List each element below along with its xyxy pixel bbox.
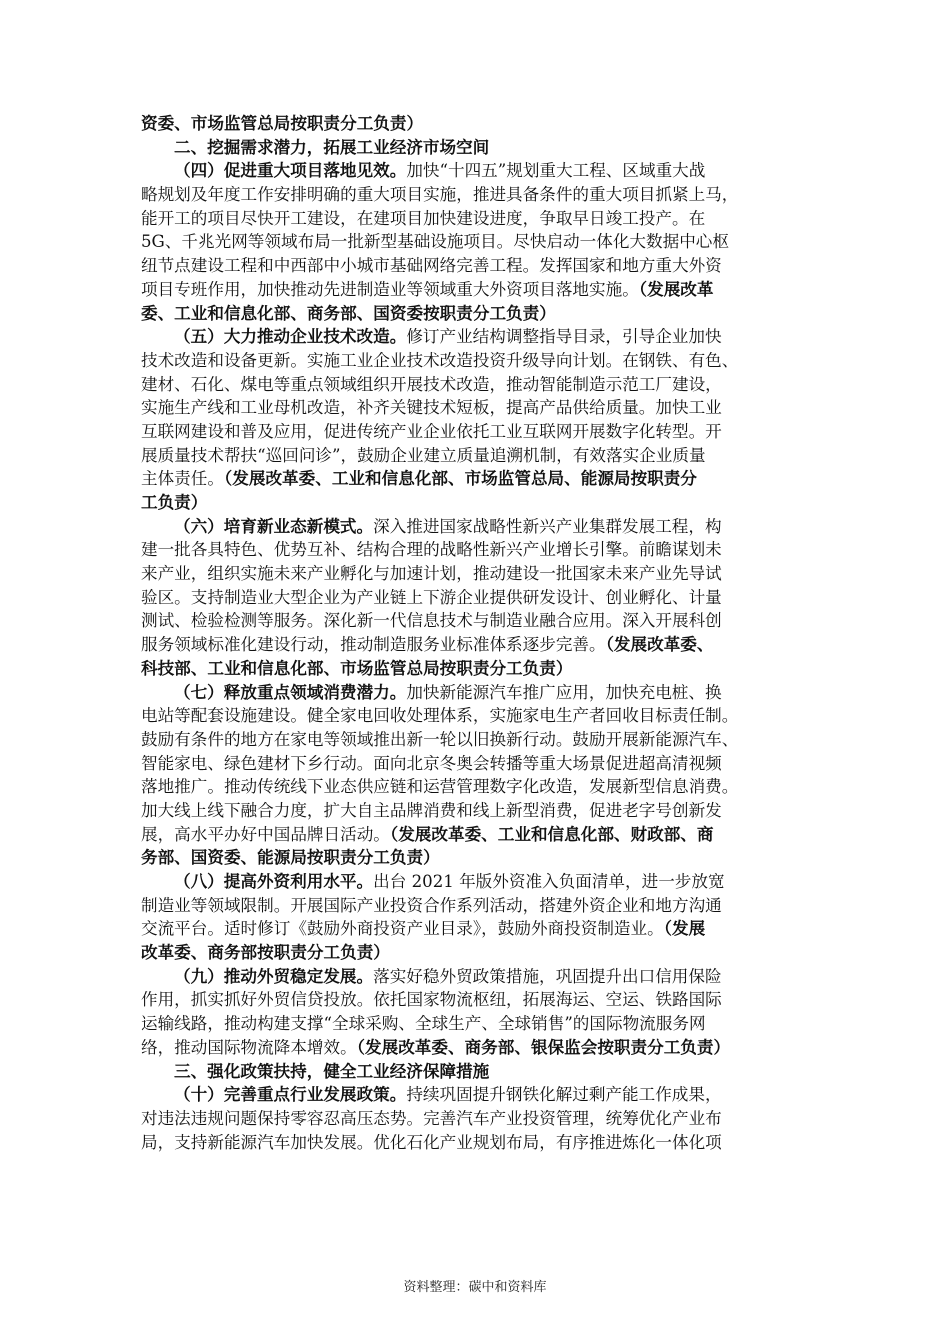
text-line (141, 823, 809, 847)
text-line (141, 349, 809, 373)
text-line (141, 538, 809, 562)
text-run: 局，支持新能源汽车加快发展。优化石化产业规划布局，有序推进炼化一体化项 (141, 1132, 722, 1152)
text-run: 技术改造和设备更新。实施工业企业技术改造投资升级导向计划。在钢铁、有色、 (141, 350, 739, 370)
text-line (141, 112, 809, 136)
text-run: 加快新能源汽车推广应用，加快充电桩、换 (406, 682, 722, 702)
bold-text: （四）促进重大项目落地见效。 (174, 160, 407, 181)
text-run: 来产业，组织实施未来产业孵化与加速计划，推动建设一批国家未来产业先导试 (141, 564, 722, 584)
text-line (141, 396, 809, 420)
text-line (141, 775, 809, 799)
text-line (141, 704, 809, 728)
bold-text: （九）推动外贸稳定发展。 (174, 965, 374, 986)
text-run: 持续巩固提升钢铁化解过剩产能工作成果， (406, 1085, 722, 1105)
text-line (141, 183, 809, 207)
text-run: 作用，抓实抓好外贸信贷投放。依托国家物流枢纽，拓展海运、空运、铁路国际 (141, 990, 722, 1010)
text-line (141, 799, 809, 823)
text-line (141, 562, 809, 586)
text-run: 交流平台。适时修订《鼓励外商投资产业目录》，鼓励外商投资制造业。 (141, 919, 664, 939)
bold-text: 科技部、工业和信息化部、市场监管总局按职责分工负责） (141, 657, 573, 678)
bold-text: 三、强化政策扶持，健全工业经济保障措施 (174, 1060, 490, 1081)
text-line (141, 1107, 809, 1131)
section-heading (141, 1060, 809, 1084)
text-line (141, 1036, 809, 1060)
text-line (141, 609, 809, 633)
bold-text: 资委、市场监管总局按职责分工负责） (141, 113, 424, 133)
bold-text: （发展改革 (638, 278, 714, 299)
text-run: 略规划及年度工作安排明确的重大项目实施，推进具备条件的重大项目抓紧上马， (141, 185, 739, 205)
text-line (141, 491, 809, 515)
bold-text: 工负责） (141, 492, 208, 512)
text-run: 能开工的项目尽快开工建设，在建项目加快建设进度，争取早日竣工投产。在 (141, 208, 706, 228)
text-line (141, 1012, 809, 1036)
text-run: 出台 2021 年版外资准入负面清单，进一步放宽 (373, 872, 725, 891)
bold-text: （八）提高外资利用水平。 (174, 871, 374, 891)
text-run: 展质量技术帮扶“巡回问诊”，鼓励企业建立质量追溯机制，有效落实企业质量 (141, 445, 706, 465)
page-footer: 资料整理：碳中和资料库 (403, 1280, 547, 1295)
text-line (141, 254, 809, 278)
text-line (141, 207, 809, 231)
text-run: 服务领域标准化建设行动，推动制造服务业标准体系逐步完善。 (141, 635, 606, 655)
text-run: 运输线路，推动构建支撑“全球采购、全球生产、全球销售”的国际物流服务网 (141, 1014, 706, 1034)
text-run: 深入推进国家战略性新兴产业集群发展工程，构 (373, 516, 722, 536)
text-line (141, 586, 809, 610)
text-line (141, 444, 809, 468)
text-line (141, 1131, 809, 1155)
text-line (141, 230, 809, 254)
document-page (141, 112, 809, 1154)
text-line (141, 633, 809, 657)
text-line (141, 325, 809, 349)
text-run: 项目专班作用，加快推动先进制造业等领域重大外资项目落地实施。 (141, 279, 639, 299)
text-run: 5G、千兆光网等领域布局一批新型基础设施项目。尽快启动一体化大数据中心枢 (141, 232, 729, 252)
text-line (141, 657, 809, 681)
text-line (141, 752, 809, 776)
text-line (141, 515, 809, 539)
text-line (141, 988, 809, 1012)
text-run: 鼓励有条件的地方在家电等领域推出新一轮以旧换新行动。鼓励开展新能源汽车、 (141, 729, 739, 749)
text-run: 修订产业结构调整指导目录，引导企业加快 (406, 327, 722, 347)
bold-text: （发展 (663, 918, 706, 939)
text-run: 验区。支持制造业大型企业为产业链上下游企业提供研发设计、创业孵化、计量 (141, 587, 722, 607)
text-run: 加大线上线下融合力度，扩大自主品牌消费和线上新型消费，促进老字号创新发 (141, 800, 722, 820)
bold-text: （六）培育新业态新模式。 (174, 515, 374, 536)
text-run: 智能家电、绿色建材下乡行动。面向北京冬奥会转播等重大场景促进超高清视频 (141, 753, 722, 773)
bold-text: （七）释放重点领域消费潜力。 (174, 681, 407, 702)
text-run: 络，推动国际物流降本增效。 (141, 1037, 357, 1057)
text-line (141, 941, 809, 965)
text-run: 建一批各具特色、优势互补、结构合理的战略性新兴产业增长引擎。前瞻谋划未 (141, 540, 722, 560)
bold-text: 委、工业和信息化部、商务部、国资委按职责分工负责） (141, 302, 556, 323)
bold-text: 务部、国资委、能源局按职责分工负责） (141, 847, 440, 868)
section-heading (141, 136, 809, 160)
text-run: 对违法违规问题保持零容忍高压态势。完善汽车产业投资管理，统筹优化产业布 (141, 1108, 722, 1128)
text-line (141, 373, 809, 397)
text-line (141, 467, 809, 491)
text-line (141, 681, 809, 705)
bold-text: （发展改革委、工业和信息化部、财政部、商 (389, 823, 714, 844)
text-line (141, 846, 809, 870)
text-line (141, 1083, 809, 1107)
text-run: 展，高水平办好中国品牌日活动。 (141, 824, 390, 844)
text-run: 主体责任。 (141, 469, 224, 489)
text-run: 制造业等领域限制。开展国际产业投资合作系列活动，搭建外资企业和地方沟通 (141, 895, 722, 915)
text-run: 电站等配套设施建设。健全家电回收处理体系，实施家电生产者回收目标责任制。 (141, 706, 739, 726)
text-run: 落地推广。推动传统线下业态供应链和运营管理数字化改造，发展新型信息消费。 (141, 777, 739, 797)
bold-text: （五）大力推动企业技术改造。 (174, 326, 407, 347)
text-line (141, 420, 809, 444)
bold-text: （发展改革委、 (605, 634, 714, 655)
bold-text: （十）完善重点行业发展政策。 (174, 1084, 407, 1105)
text-line (141, 870, 809, 894)
text-run: 互联网建设和普及应用，促进传统产业企业依托工业互联网开展数字化转型。开 (141, 421, 722, 441)
text-run: 测试、检验检测等服务。深化新一代信息技术与制造业融合应用。深入开展科创 (141, 611, 722, 631)
bold-text: 二、挖掘需求潜力，拓展工业经济市场空间 (174, 136, 490, 157)
text-run: 落实好稳外贸政策措施，巩固提升出口信用保险 (373, 966, 722, 986)
text-line (141, 159, 809, 183)
text-line (141, 917, 809, 941)
text-run: 加快“十四五”规划重大工程、区域重大战 (406, 161, 706, 181)
text-run: 纽节点建设工程和中西部中小城市基础网络完善工程。发挥国家和地方重大外资 (141, 256, 722, 276)
text-line (141, 894, 809, 918)
text-run: 建材、石化、煤电等重点领域组织开展技术改造，推动智能制造示范工厂建设， (141, 374, 722, 394)
text-line (141, 278, 809, 302)
text-run: 实施生产线和工业母机改造，补齐关键技术短板，提高产品供给质量。加快工业 (141, 398, 722, 418)
text-line (141, 728, 809, 752)
text-line (141, 302, 809, 326)
bold-text: （发展改革委、工业和信息化部、市场监管总局、能源局按职责分 (223, 468, 697, 489)
text-line (141, 965, 809, 989)
bold-text: （发展改革委、商务部、银保监会按职责分工负责） (356, 1036, 731, 1057)
bold-text: 改革委、商务部按职责分工负责） (141, 942, 390, 963)
